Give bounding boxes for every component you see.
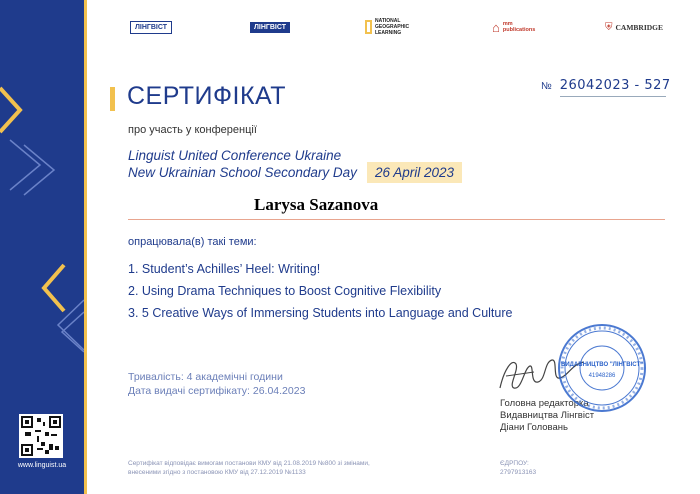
- duration-text: Тривалість: 4 академічні години: [128, 371, 283, 383]
- stamp-code: 41948286: [588, 373, 616, 379]
- topic-item: 1. Student’s Achilles’ Heel: Writing!: [128, 262, 321, 276]
- title-accent: [110, 87, 115, 111]
- number-underline: [560, 96, 666, 97]
- book-icon: ⌂: [492, 19, 500, 35]
- conference-date: 26 April 2023: [367, 162, 462, 183]
- conference-day: New Ukrainian School Secondary Day: [128, 165, 357, 180]
- certificate-number: [541, 78, 671, 93]
- legal-line: внесеними згідно з постановою КМУ від 27.12.2019 №1133: [128, 469, 306, 476]
- shield-icon: ⛨: [605, 21, 613, 33]
- stamp-text: ВИДАВНИЦТВО "ЛІНГВІСТ": [561, 362, 643, 368]
- cambridge-logo: ⛨ CAMBRIDGE: [605, 21, 664, 33]
- mm-publications-logo: ⌂ mm publications: [492, 19, 536, 35]
- legal-footer: [128, 459, 370, 477]
- signer-organization: Видавництва Лінгвіст: [500, 410, 595, 421]
- topics-label: опрацювала(в) такі теми:: [128, 236, 257, 248]
- participation-text: про участь у конференції: [128, 124, 257, 136]
- lingvist-logo-1: ЛІНГВІСТ: [130, 14, 172, 40]
- sidebar-accent-line: [84, 0, 87, 494]
- issue-date-text: Дата видачі сертифікату: 26.04.2023: [128, 385, 306, 397]
- edrpou-label: ЄДРПОУ:: [500, 460, 529, 467]
- qr-code-icon: [21, 416, 61, 456]
- recipient-name: Larysa Sazanova: [254, 195, 379, 214]
- qr-code[interactable]: [19, 414, 63, 458]
- topic-item: 2. Using Drama Techniques to Boost Cognitive Flexibility: [128, 284, 442, 298]
- topic-item: 3. 5 Creative Ways of Immersing Students into Language and Culture: [128, 306, 513, 320]
- edrpou: [500, 459, 536, 477]
- legal-line: Сертифікат відповідає вимогам постанови КМУ від 21.08.2019 №800 зі змінами,: [128, 460, 370, 467]
- left-sidebar: [0, 0, 84, 494]
- national-geographic-logo: NATIONAL GEOGRAPHIC LEARNING: [365, 14, 423, 40]
- name-divider: [128, 219, 665, 220]
- official-stamp: [556, 322, 648, 414]
- signer-name: Діани Головань: [500, 422, 568, 433]
- edrpou-value: 2797913163: [500, 469, 537, 476]
- partner-logos: [110, 14, 680, 40]
- number-symbol: №: [541, 81, 552, 92]
- certificate-title: СЕРТИФІКАТ: [127, 82, 287, 110]
- signer-title: Головна редакторка: [500, 398, 589, 409]
- lingvist-logo-2: ЛІНГВІСТ: [250, 14, 290, 40]
- conference-name: Linguist United Conference Ukraine: [128, 148, 342, 163]
- website-text: www.linguist.ua: [17, 462, 67, 469]
- number-value: 26042023 - 527: [559, 78, 671, 93]
